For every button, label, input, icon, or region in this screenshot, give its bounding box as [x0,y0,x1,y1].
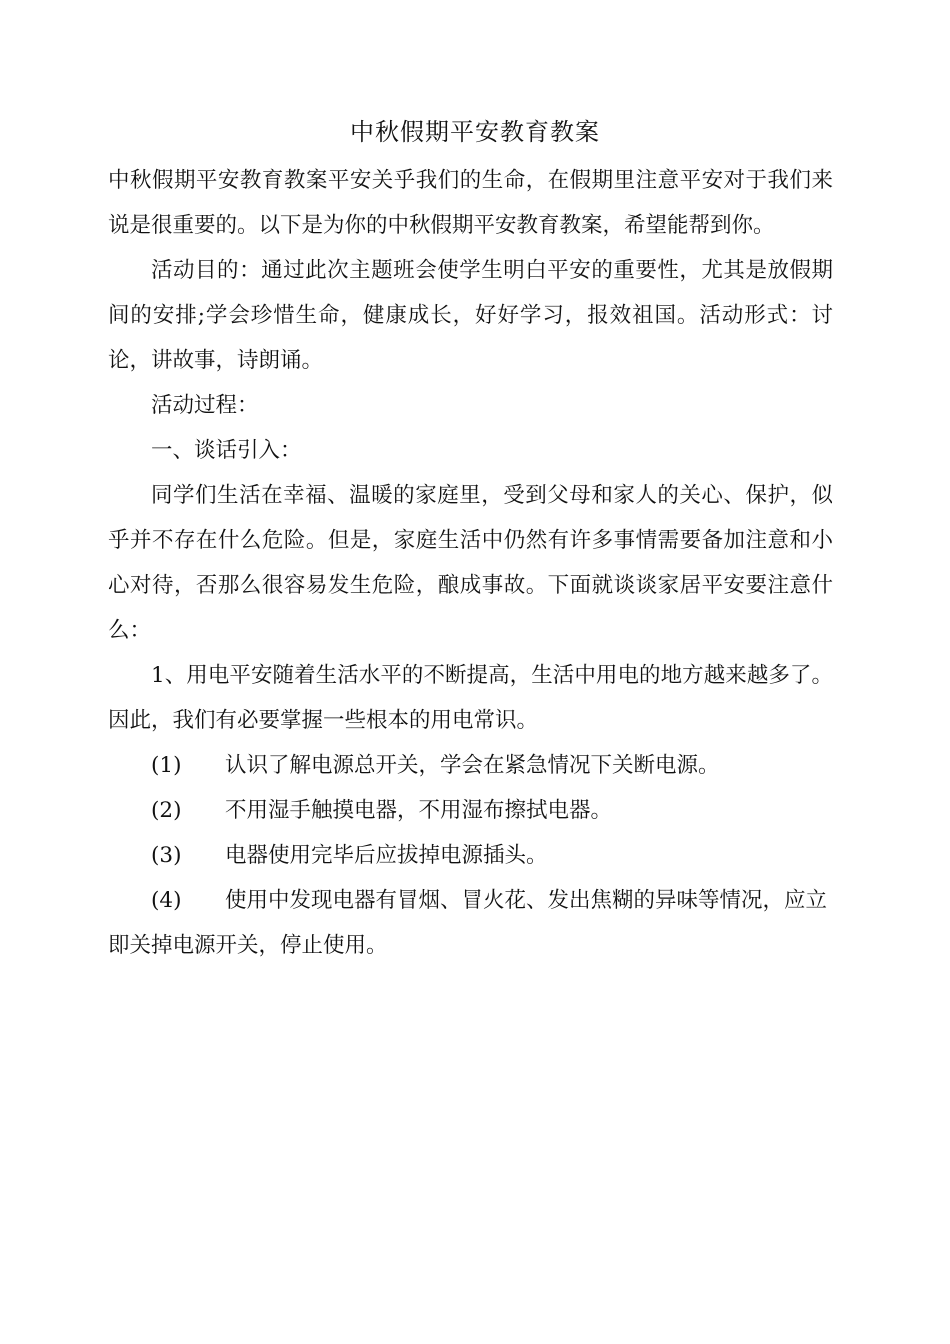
list-item-text: 电器使用完毕后应拔掉电源插头。 [225,843,548,868]
list-item-text: 使用中发现电器有冒烟、冒火花、发出焦糊的异味等情况，应立即关掉电源开关，停止使用。 [108,888,828,958]
list-item-number: (1) [151,753,182,778]
list-item [108,788,833,833]
list-item-number: (3) [151,843,182,868]
list-item-number: (4) [151,888,182,913]
goal-paragraph: 活动目的：通过此次主题班会使学生明白平安的重要性，尤其是放假期间的安排;学会珍惜生命，健康成长，好好学习，报效祖国。活动形式：讨论，讲故事，诗朗诵。 [108,258,833,373]
list-item-text: 认识了解电源总开关，学会在紧急情况下关断电源。 [225,753,720,778]
list-item [108,878,833,968]
section1-heading: 一、谈话引入： [151,438,302,463]
intro-paragraph: 中秋假期平安教育教案平安关乎我们的生命，在假期里注意平安对于我们来说是很重要的。以下是为你的中秋假期平安教育教案，希望能帮到你。 [108,168,833,238]
electric-safety-paragraph: 1、用电平安随着生活水平的不断提高，生活中用电的地方越来越多了。因此，我们有必要掌握一些根本的用电常识。 [108,663,833,733]
list-item-number: (2) [151,798,182,823]
section1-paragraph: 同学们生活在幸福、温暖的家庭里，受到父母和家人的关心、保护，似乎并不存在什么危险。但是，家庭生活中仍然有许多事情需要备加注意和小心对待，否那么很容易发生危险，酿成事故。下面就谈谈家居平安要注意什么： [108,483,833,643]
list-item-text: 不用湿手触摸电器，不用湿布擦拭电器。 [225,798,613,823]
document-title: 中秋假期平安教育教案 [350,118,600,146]
process-heading: 活动过程： [151,393,259,418]
document-body [108,158,833,968]
list-item [108,833,833,878]
list-item [108,743,833,788]
